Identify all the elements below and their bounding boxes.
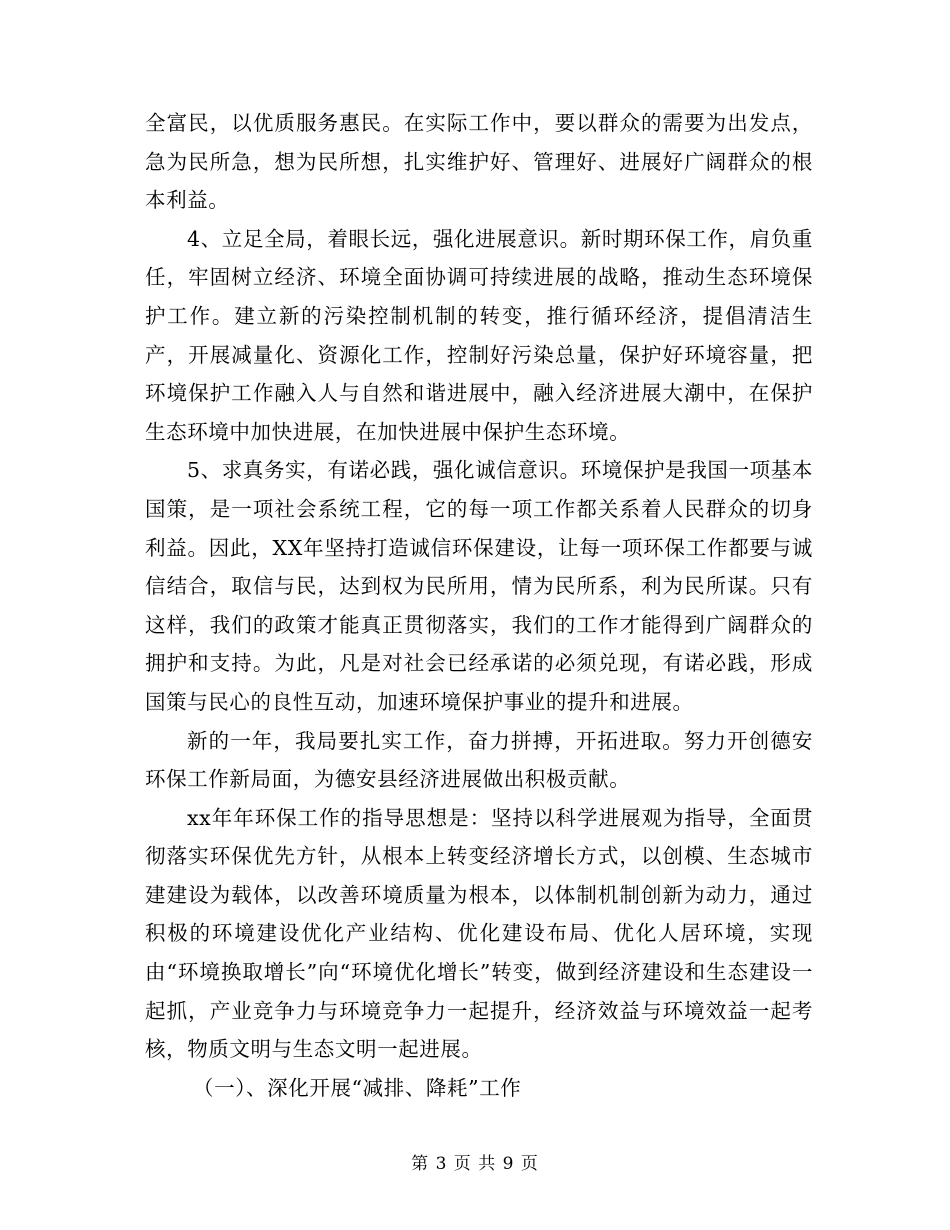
document-body [145,104,813,1107]
paragraph-item-5: 5、求真务实，有诺必践，强化诚信意识。环境保护是我国一项基本国策，是一项社会系统工程，它的每一项工作都关系着人民群众的切身利益。因此，XX年坚持打造诚信环保建设，让每一项环保工作都要与诚信结合，取信与民，达到权为民所用，情为民所系，利为民所谋。只有这样，我们的政策才能真正贯彻落实，我们的工作才能得到广阔群众的拥护和支持。为此，凡是对社会已经承诺的必须兑现，有诺必践，形成国策与民心的良性互动，加速环境保护事业的提升和进展。 [145,458,813,714]
paragraph-continuation: 全富民，以优质服务惠民。在实际工作中，要以群众的需要为出发点，急为民所急，想为民所想，扎实维护好、管理好、进展好广阔群众的根本利益。 [145,111,813,213]
paragraph-item-4: 4、立足全局，着眼长远，强化进展意识。新时期环保工作，肩负重任，牢固树立经济、环境全面协调可持续进展的战略，推动生态环境保护工作。建立新的污染控制机制的转变，推行循环经济，提倡清洁生产，开展减量化、资源化工作，控制好污染总量，保护好环境容量，把环境保护工作融入人与自然和谐进展中，融入经济进展大潮中，在保护生态环境中加快进展，在加快进展中保护生态环境。 [145,226,813,444]
page-number-footer: 第 3 页 共 9 页 [411,1154,539,1174]
section-heading: （一）、深化开展“减排、降耗”工作 [193,1075,522,1100]
paragraph-new-year: 新的一年，我局要扎实工作，奋力拼搏，开拓进取。努力开创德安环保工作新局面，为德安县经济进展做出积极贡献。 [145,728,813,792]
paragraph-guiding-thought: xx年年环保工作的指导思想是：坚持以科学进展观为指导，全面贯彻落实环保优先方针，从根本上转变经济增长方式，以创模、生态城市建建设为载体，以改善环境质量为根本，以体制机制创新为动力，通过积极的环境建设优化产业结构、优化建设布局、优化人居环境，实现由“环境换取增长”向“环境优化增长”转变，做到经济建设和生态建设一起抓，产业竞争力与环境竞争力一起提升，经济效益与环境效益一起考核，物质文明与生态文明一起进展。 [145,805,813,1062]
